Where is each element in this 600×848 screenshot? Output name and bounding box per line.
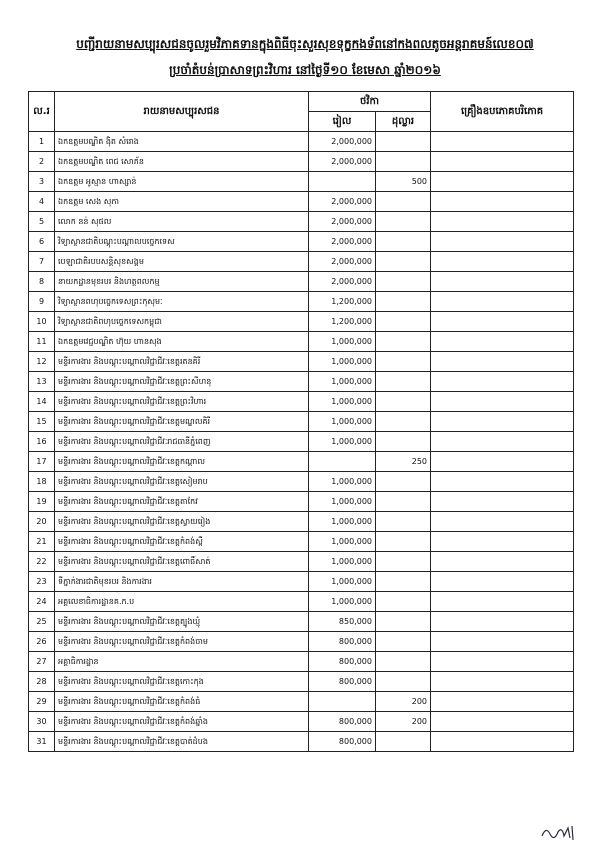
- row-number: 9: [29, 292, 55, 312]
- amount-riel: 1,000,000: [309, 492, 376, 512]
- table-row: [29, 712, 574, 732]
- amount-riel: 2,000,000: [309, 132, 376, 152]
- row-number: 14: [29, 392, 55, 412]
- amount-riel: 1,000,000: [309, 412, 376, 432]
- amount-usd: 200: [376, 692, 431, 712]
- amount-usd: [376, 332, 431, 352]
- table-row: [29, 692, 574, 712]
- amount-riel: 1,000,000: [309, 512, 376, 532]
- amount-usd: [376, 672, 431, 692]
- amount-usd: 500: [376, 172, 431, 192]
- row-number: 12: [29, 352, 55, 372]
- row-number: 27: [29, 652, 55, 672]
- goods-cell: [431, 612, 574, 632]
- row-number: 2: [29, 152, 55, 172]
- donor-name: មន្ទីរការងារ និងបណ្តុះបណ្តាលវិជ្ជាជីវៈខេត្តត្បូងឃ្មុំ: [55, 612, 309, 632]
- table-row: [29, 352, 574, 372]
- donor-name: មន្ទីរការងារ និងបណ្តុះបណ្តាលវិជ្ជាជីវៈខេត្តសៀមរាប: [55, 472, 309, 492]
- amount-usd: [376, 192, 431, 212]
- table-row: [29, 212, 574, 232]
- goods-cell: [431, 272, 574, 292]
- donor-name: មន្ទីរការងារ និងបណ្តុះបណ្តាលវិជ្ជាជីវៈខេត្តកណ្តាល: [55, 452, 309, 472]
- signature-mark: [540, 822, 576, 842]
- row-number: 11: [29, 332, 55, 352]
- goods-cell: [431, 332, 574, 352]
- goods-cell: [431, 692, 574, 712]
- goods-cell: [431, 192, 574, 212]
- table-row: [29, 332, 574, 352]
- amount-usd: [376, 252, 431, 272]
- donor-name: វិទ្យាស្ថានពហុបច្ចេកទេសព្រះកុសុមៈ: [55, 292, 309, 312]
- row-number: 6: [29, 232, 55, 252]
- amount-riel: 1,000,000: [309, 372, 376, 392]
- amount-usd: [376, 532, 431, 552]
- row-number: 15: [29, 412, 55, 432]
- amount-riel: 2,000,000: [309, 192, 376, 212]
- header-usd: ដុល្លារ: [376, 112, 431, 132]
- donor-table: [28, 91, 574, 752]
- donor-name: មន្ទីរការងារ និងបណ្តុះបណ្តាលវិជ្ជាជីវៈខេត្តពោធិ៍សាត់: [55, 552, 309, 572]
- donor-name: មន្ទីរការងារ និងបណ្តុះបណ្តាលវិជ្ជាជីវៈខេត្តស្វាយរៀង: [55, 512, 309, 532]
- table-row: [29, 512, 574, 532]
- donor-name: មន្ទីរការងារ និងបណ្តុះបណ្តាលវិជ្ជាជីវៈខេត្តកំពង់ចាម: [55, 632, 309, 652]
- goods-cell: [431, 232, 574, 252]
- donor-name: វិទ្យាស្ថានជាតិពហុបច្ចេកទេសកម្ពុជា: [55, 312, 309, 332]
- row-number: 22: [29, 552, 55, 572]
- table-row: [29, 172, 574, 192]
- amount-riel: 1,000,000: [309, 392, 376, 412]
- amount-riel: 1,200,000: [309, 312, 376, 332]
- amount-usd: [376, 272, 431, 292]
- donor-name: បេឡាជាតិរបបសន្តិសុខសង្គម: [55, 252, 309, 272]
- table-row: [29, 652, 574, 672]
- header-riel: រៀល: [309, 112, 376, 132]
- amount-riel: 800,000: [309, 732, 376, 752]
- amount-riel: 1,000,000: [309, 592, 376, 612]
- amount-riel: 1,000,000: [309, 472, 376, 492]
- amount-usd: [376, 392, 431, 412]
- table-row: [29, 552, 574, 572]
- table-row: [29, 472, 574, 492]
- amount-riel: 2,000,000: [309, 252, 376, 272]
- donor-name: លោក នន់ សុផល: [55, 212, 309, 232]
- goods-cell: [431, 572, 574, 592]
- goods-cell: [431, 672, 574, 692]
- donor-name: ឯកឧត្តម អូស្មាន ហាស្សាន់: [55, 172, 309, 192]
- goods-cell: [431, 452, 574, 472]
- donor-name: អគ្គាធិការដ្ឋាន: [55, 652, 309, 672]
- header-amount: ថវិកា: [309, 92, 431, 112]
- goods-cell: [431, 472, 574, 492]
- table-row: [29, 132, 574, 152]
- row-number: 7: [29, 252, 55, 272]
- goods-cell: [431, 212, 574, 232]
- amount-usd: [376, 232, 431, 252]
- donor-name: មន្ទីរការងារ និងបណ្តុះបណ្តាលវិជ្ជាជីវៈខេត្តព្រះសីហនុ: [55, 372, 309, 392]
- goods-cell: [431, 252, 574, 272]
- amount-usd: [376, 732, 431, 752]
- goods-cell: [431, 632, 574, 652]
- goods-cell: [431, 292, 574, 312]
- table-row: [29, 412, 574, 432]
- donor-name: មន្ទីរការងារ និងបណ្តុះបណ្តាលវិជ្ជាជីវៈខេត្តកំពង់ធំ: [55, 692, 309, 712]
- goods-cell: [431, 132, 574, 152]
- amount-usd: 250: [376, 452, 431, 472]
- goods-cell: [431, 372, 574, 392]
- donor-name: ឯកឧត្តមបណ្ឌិត ង៉ិត សំរោង: [55, 132, 309, 152]
- donor-name: មន្ទីរការងារ និងបណ្តុះបណ្តាលវិជ្ជាជីវៈខេត្តបាត់ដំបង: [55, 732, 309, 752]
- amount-riel: 1,000,000: [309, 332, 376, 352]
- amount-riel: 2,000,000: [309, 152, 376, 172]
- donor-name: ទីភ្នាក់ងារជាតិមុខរបរ និងការងារ: [55, 572, 309, 592]
- header-no: ល.រ: [29, 92, 55, 132]
- goods-cell: [431, 312, 574, 332]
- table-row: [29, 312, 574, 332]
- table-row: [29, 432, 574, 452]
- row-number: 29: [29, 692, 55, 712]
- donor-name: មន្ទីរការងារ និងបណ្តុះបណ្តាលវិជ្ជាជីវៈរាជធានីភ្នំពេញ: [55, 432, 309, 452]
- amount-usd: 200: [376, 712, 431, 732]
- table-body: [29, 132, 574, 752]
- row-number: 8: [29, 272, 55, 292]
- donor-name: មន្ទីរការងារ និងបណ្តុះបណ្តាលវិជ្ជាជីវៈខេត្តកំពង់ស្ពឺ: [55, 532, 309, 552]
- goods-cell: [431, 412, 574, 432]
- row-number: 26: [29, 632, 55, 652]
- header-name: រាយនាមសប្បុរសជន: [55, 92, 309, 132]
- amount-riel: 1,000,000: [309, 572, 376, 592]
- amount-riel: 2,000,000: [309, 212, 376, 232]
- row-number: 4: [29, 192, 55, 212]
- amount-usd: [376, 352, 431, 372]
- donor-name: ឯកឧត្តមបណ្ឌិត ពេជ សោភ័ន: [55, 152, 309, 172]
- row-number: 30: [29, 712, 55, 732]
- table-row: [29, 532, 574, 552]
- goods-cell: [431, 352, 574, 372]
- row-number: 19: [29, 492, 55, 512]
- donor-name: វិទ្យាស្ថានជាតិបណ្តុះបណ្តាលបច្ចេកទេស: [55, 232, 309, 252]
- donor-name: ឯកឧត្តម សេង សុភា: [55, 192, 309, 212]
- amount-usd: [376, 572, 431, 592]
- table-row: [29, 252, 574, 272]
- table-row: [29, 232, 574, 252]
- amount-riel: 1,000,000: [309, 532, 376, 552]
- amount-usd: [376, 612, 431, 632]
- row-number: 18: [29, 472, 55, 492]
- amount-riel: 800,000: [309, 632, 376, 652]
- goods-cell: [431, 492, 574, 512]
- table-row: [29, 672, 574, 692]
- amount-riel: 1,200,000: [309, 292, 376, 312]
- document-title: បញ្ជីរាយនាមសប្បុរសជនចូលរួមវិភាគទានក្នុងពិធីចុះសួរសុខទុក្ខកងទ័ពនៅកងពលតូចអន្តរាគមន៍លេខ០៧: [76, 37, 534, 51]
- goods-cell: [431, 552, 574, 572]
- table-row: [29, 492, 574, 512]
- row-number: 20: [29, 512, 55, 532]
- amount-usd: [376, 652, 431, 672]
- row-number: 5: [29, 212, 55, 232]
- amount-riel: 1,000,000: [309, 352, 376, 372]
- amount-usd: [376, 432, 431, 452]
- amount-usd: [376, 632, 431, 652]
- goods-cell: [431, 732, 574, 752]
- row-number: 3: [29, 172, 55, 192]
- goods-cell: [431, 592, 574, 612]
- row-number: 1: [29, 132, 55, 152]
- goods-cell: [431, 532, 574, 552]
- donor-name: អគ្គលេខាធិការដ្ឋានគ.ក.ប: [55, 592, 309, 612]
- amount-riel: 2,000,000: [309, 232, 376, 252]
- goods-cell: [431, 152, 574, 172]
- goods-cell: [431, 392, 574, 412]
- amount-riel: 800,000: [309, 712, 376, 732]
- document-subtitle: ប្រចាំតំបន់ប្រាសាទព្រះវិហារ នៅថ្ងៃទី១០ ខែមេសា ឆ្នាំ២០១៦: [169, 63, 441, 77]
- header-goods: គ្រឿងឧបភោគបរិភោគ: [431, 92, 574, 132]
- table-row: [29, 572, 574, 592]
- row-number: 13: [29, 372, 55, 392]
- donor-name: នាយកដ្ឋានមុខរបរ និងហត្ថពលកម្ម: [55, 272, 309, 292]
- row-number: 17: [29, 452, 55, 472]
- amount-usd: [376, 372, 431, 392]
- amount-riel: 1,000,000: [309, 552, 376, 572]
- amount-usd: [376, 292, 431, 312]
- amount-usd: [376, 152, 431, 172]
- amount-usd: [376, 412, 431, 432]
- donor-name: មន្ទីរការងារ និងបណ្តុះបណ្តាលវិជ្ជាជីវៈខេត្តរតនគិរី: [55, 352, 309, 372]
- row-number: 28: [29, 672, 55, 692]
- goods-cell: [431, 432, 574, 452]
- table-row: [29, 392, 574, 412]
- amount-usd: [376, 512, 431, 532]
- amount-riel: 850,000: [309, 612, 376, 632]
- table-row: [29, 292, 574, 312]
- goods-cell: [431, 172, 574, 192]
- donor-name: ឯកឧត្តមវេជ្ជបណ្ឌិត ហ៊ុយ ហានសុង: [55, 332, 309, 352]
- amount-usd: [376, 592, 431, 612]
- table-row: [29, 192, 574, 212]
- row-number: 21: [29, 532, 55, 552]
- goods-cell: [431, 712, 574, 732]
- table-row: [29, 632, 574, 652]
- row-number: 24: [29, 592, 55, 612]
- row-number: 31: [29, 732, 55, 752]
- amount-usd: [376, 492, 431, 512]
- donor-name: មន្ទីរការងារ និងបណ្តុះបណ្តាលវិជ្ជាជីវៈខេត្តព្រះវិហារ: [55, 392, 309, 412]
- donor-name: មន្ទីរការងារ និងបណ្តុះបណ្តាលវិជ្ជាជីវៈខេត្តកោះកុង: [55, 672, 309, 692]
- table-row: [29, 592, 574, 612]
- donor-name: មន្ទីរការងារ និងបណ្តុះបណ្តាលវិជ្ជាជីវៈខេត្តកំពង់ឆ្នាំង: [55, 712, 309, 732]
- row-number: 10: [29, 312, 55, 332]
- amount-riel: 800,000: [309, 672, 376, 692]
- goods-cell: [431, 652, 574, 672]
- amount-usd: [376, 472, 431, 492]
- table-row: [29, 732, 574, 752]
- amount-riel: [309, 452, 376, 472]
- donor-name: មន្ទីរការងារ និងបណ្តុះបណ្តាលវិជ្ជាជីវៈខេត្តមណ្ឌលគិរី: [55, 412, 309, 432]
- row-number: 25: [29, 612, 55, 632]
- amount-usd: [376, 552, 431, 572]
- donor-name: មន្ទីរការងារ និងបណ្តុះបណ្តាលវិជ្ជាជីវៈខេត្តតាកែវ: [55, 492, 309, 512]
- amount-usd: [376, 212, 431, 232]
- table-row: [29, 452, 574, 472]
- amount-riel: 800,000: [309, 652, 376, 672]
- amount-usd: [376, 312, 431, 332]
- row-number: 16: [29, 432, 55, 452]
- row-number: 23: [29, 572, 55, 592]
- goods-cell: [431, 512, 574, 532]
- amount-riel: [309, 692, 376, 712]
- table-row: [29, 372, 574, 392]
- table-row: [29, 272, 574, 292]
- amount-riel: [309, 172, 376, 192]
- amount-riel: 2,000,000: [309, 272, 376, 292]
- table-row: [29, 152, 574, 172]
- table-row: [29, 612, 574, 632]
- amount-usd: [376, 132, 431, 152]
- amount-riel: 1,000,000: [309, 432, 376, 452]
